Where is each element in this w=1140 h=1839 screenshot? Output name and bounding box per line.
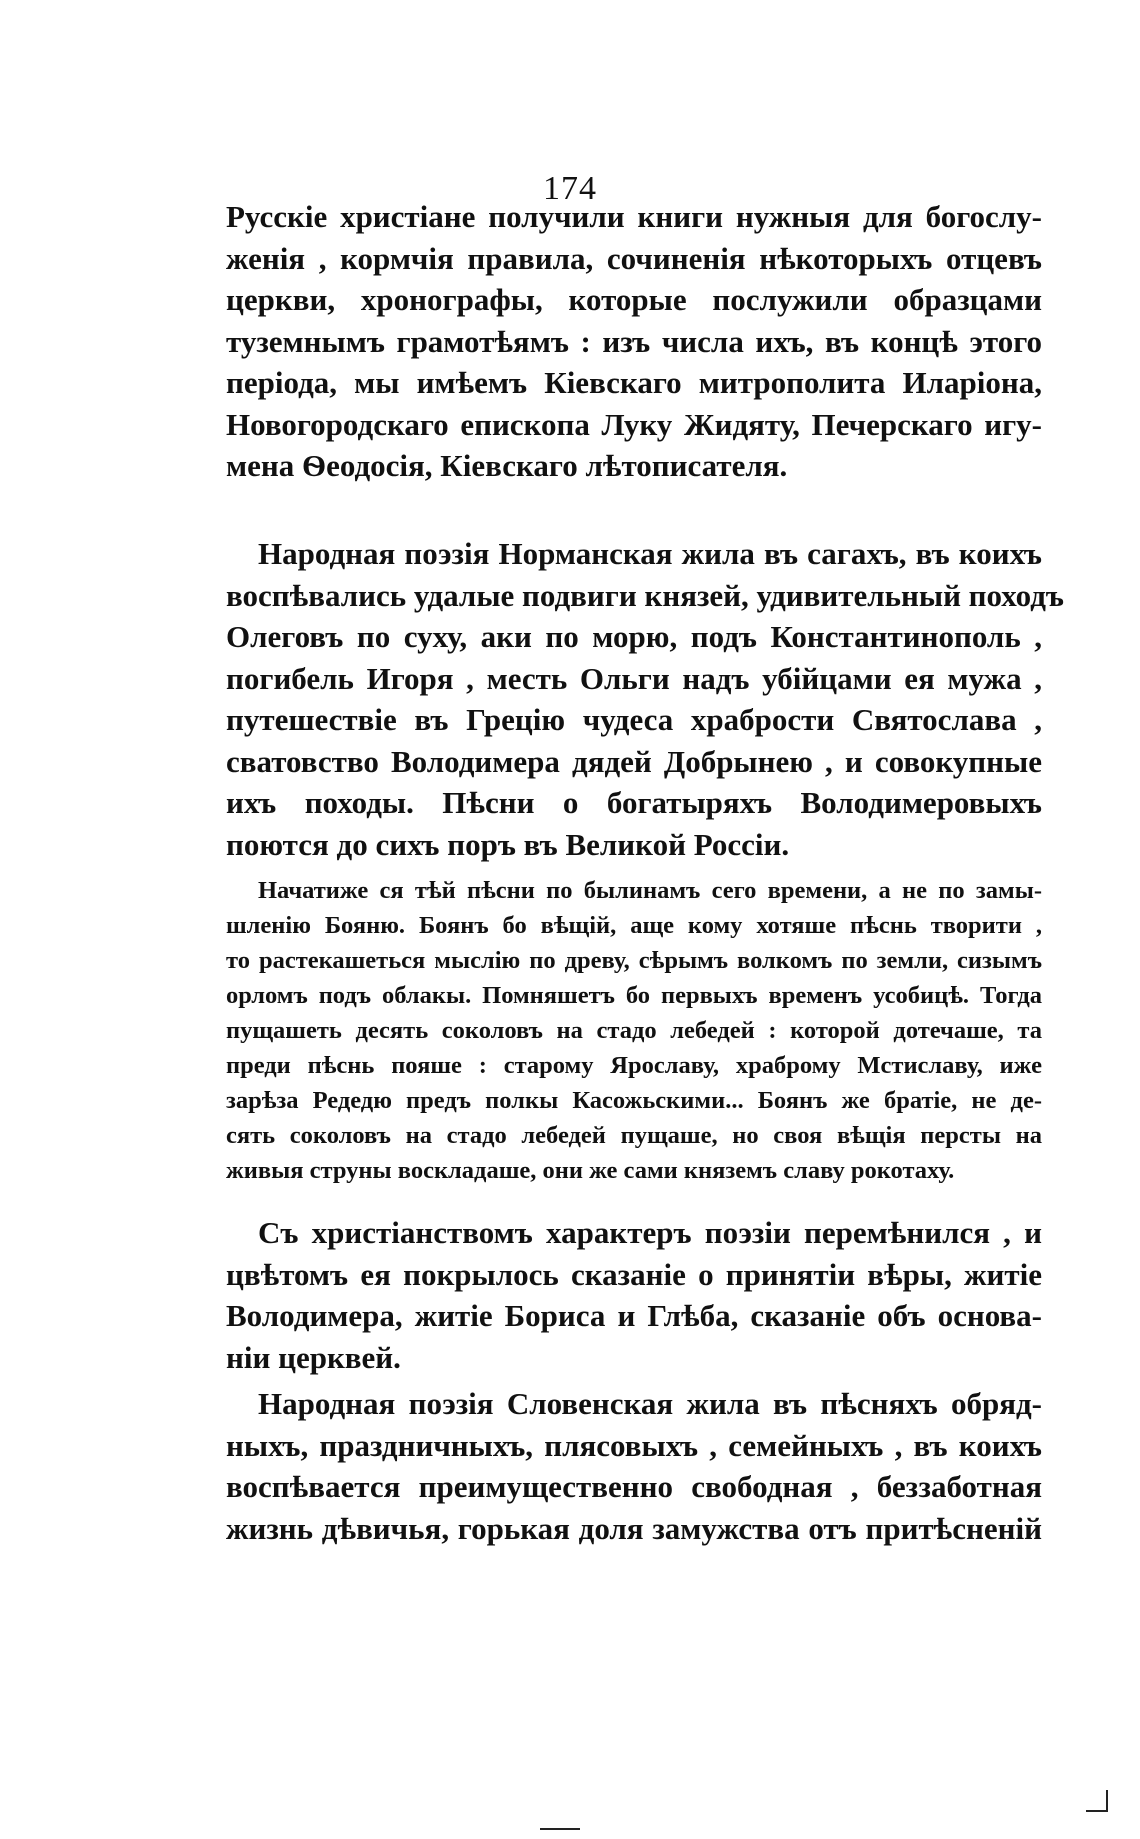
paragraph-4-line: Съ христіанствомъ характеръ поэзіи перемѣнился , и	[258, 1215, 1042, 1250]
paragraph-4-line: ніи церквей.	[226, 1339, 401, 1375]
paragraph-5	[226, 1383, 1042, 1549]
scan-mark	[1086, 1810, 1108, 1812]
quotation-line: пущашеть десять соколовъ на стадо лебедей : которой дотечаше, та	[226, 1017, 1042, 1044]
paragraph-5-line: ныхъ, праздничныхъ, плясовыхъ , семейныхъ , въ коихъ	[226, 1427, 1042, 1463]
paragraph-4-line: цвѣтомъ ея покрылось сказаніе о принятіи вѣры, житіе	[226, 1256, 1042, 1292]
quotation-line: зарѣза Редедю предъ полкы Касожьскими... Боянъ же братіе, не де-	[226, 1087, 1042, 1114]
quotation-block	[226, 873, 1042, 1188]
paragraph-2-line: Народная поэзія Норманская жила въ сагахъ, въ коихъ	[258, 536, 1042, 571]
paragraph-1-line: Новогородскаго епископа Луку Жидяту, Печерскаго игу-	[226, 406, 1042, 442]
paragraph-1-line: Русскіе христіане получили книги нужныя для богослу-	[226, 199, 1042, 234]
paragraph-2-line: ихъ походы. Пѣсни о богатыряхъ Володимеровыхъ	[226, 785, 1042, 820]
paragraph-1-line: туземнымъ грамотѣямъ : изъ числа ихъ, въ концѣ этого	[226, 323, 1042, 359]
paragraph-1	[226, 196, 1042, 487]
quotation-line: орломъ подъ облакы. Помняшетъ бо первыхъ временъ усобицѣ. Тогда	[226, 982, 1042, 1009]
paragraph-1-line: періода, мы имѣемъ Кіевскаго митрополита Иларіона,	[226, 365, 1042, 400]
paragraph-2-line: поются до сихъ поръ въ Великой Россіи.	[226, 826, 790, 862]
paragraph-5-line: Народная поэзія Словенская жила въ пѣсняхъ обряд-	[258, 1386, 1042, 1421]
paragraph-5-line: воспѣвается преимущественно свободная , беззаботная	[226, 1469, 1042, 1504]
paragraph-1-line: мена Ѳеодосія, Кіевскаго лѣтописателя.	[226, 448, 788, 483]
paragraph-2-line: погибель Игоря , месть Ольги надъ убійцами ея мужа ,	[226, 660, 1042, 696]
quotation-line: шленію Бояню. Боянъ бо вѣщій, аще кому хотяше пѣснь творити ,	[226, 912, 1042, 939]
paragraph-1-line: церкви, хронографы, которые послужили образцами	[226, 282, 1042, 317]
scan-mark	[1106, 1790, 1108, 1812]
quotation-line: то растекашеться мыслію по древу, сѣрымъ волкомъ по земли, сизымъ	[226, 947, 1042, 974]
paragraph-2-line: воспѣвались удалые подвиги князей, удивительный походъ	[226, 577, 1064, 613]
quotation-line: живыя струны воскладаше, они же сами княземъ славу рокотаху.	[226, 1157, 955, 1184]
paragraph-5-line: жизнь дѣвичья, горькая доля замужства отъ притѣсненій	[226, 1510, 1042, 1546]
paragraph-4-line: Володимера, житіе Бориса и Глѣба, сказаніе объ основа-	[226, 1298, 1042, 1333]
quotation-line: сять соколовъ на стадо лебедей пущаше, но своя вѣщія персты на	[226, 1122, 1042, 1149]
paragraph-4	[226, 1212, 1042, 1378]
scan-mark	[540, 1828, 580, 1830]
quotation-line: преди пѣснь пояше : старому Ярославу, храброму Мстиславу, иже	[226, 1052, 1042, 1079]
paragraph-2-line: путешествіе въ Грецію чудеса храбрости Святослава ,	[226, 702, 1042, 737]
paragraph-1-line: женія , кормчія правила, сочиненія нѣкоторыхъ отцевъ	[226, 240, 1042, 276]
page-number: 174	[543, 170, 597, 207]
quotation-line: Начатиже ся тѣй пѣсни по былинамъ сего времени, а не по замы-	[258, 877, 1042, 904]
paragraph-2-line: Олеговъ по суху, аки по морю, подъ Константинополь ,	[226, 619, 1042, 654]
paragraph-2	[226, 533, 1064, 865]
paragraph-2-line: сватовство Володимера дядей Добрынею , и совокупные	[226, 743, 1042, 779]
